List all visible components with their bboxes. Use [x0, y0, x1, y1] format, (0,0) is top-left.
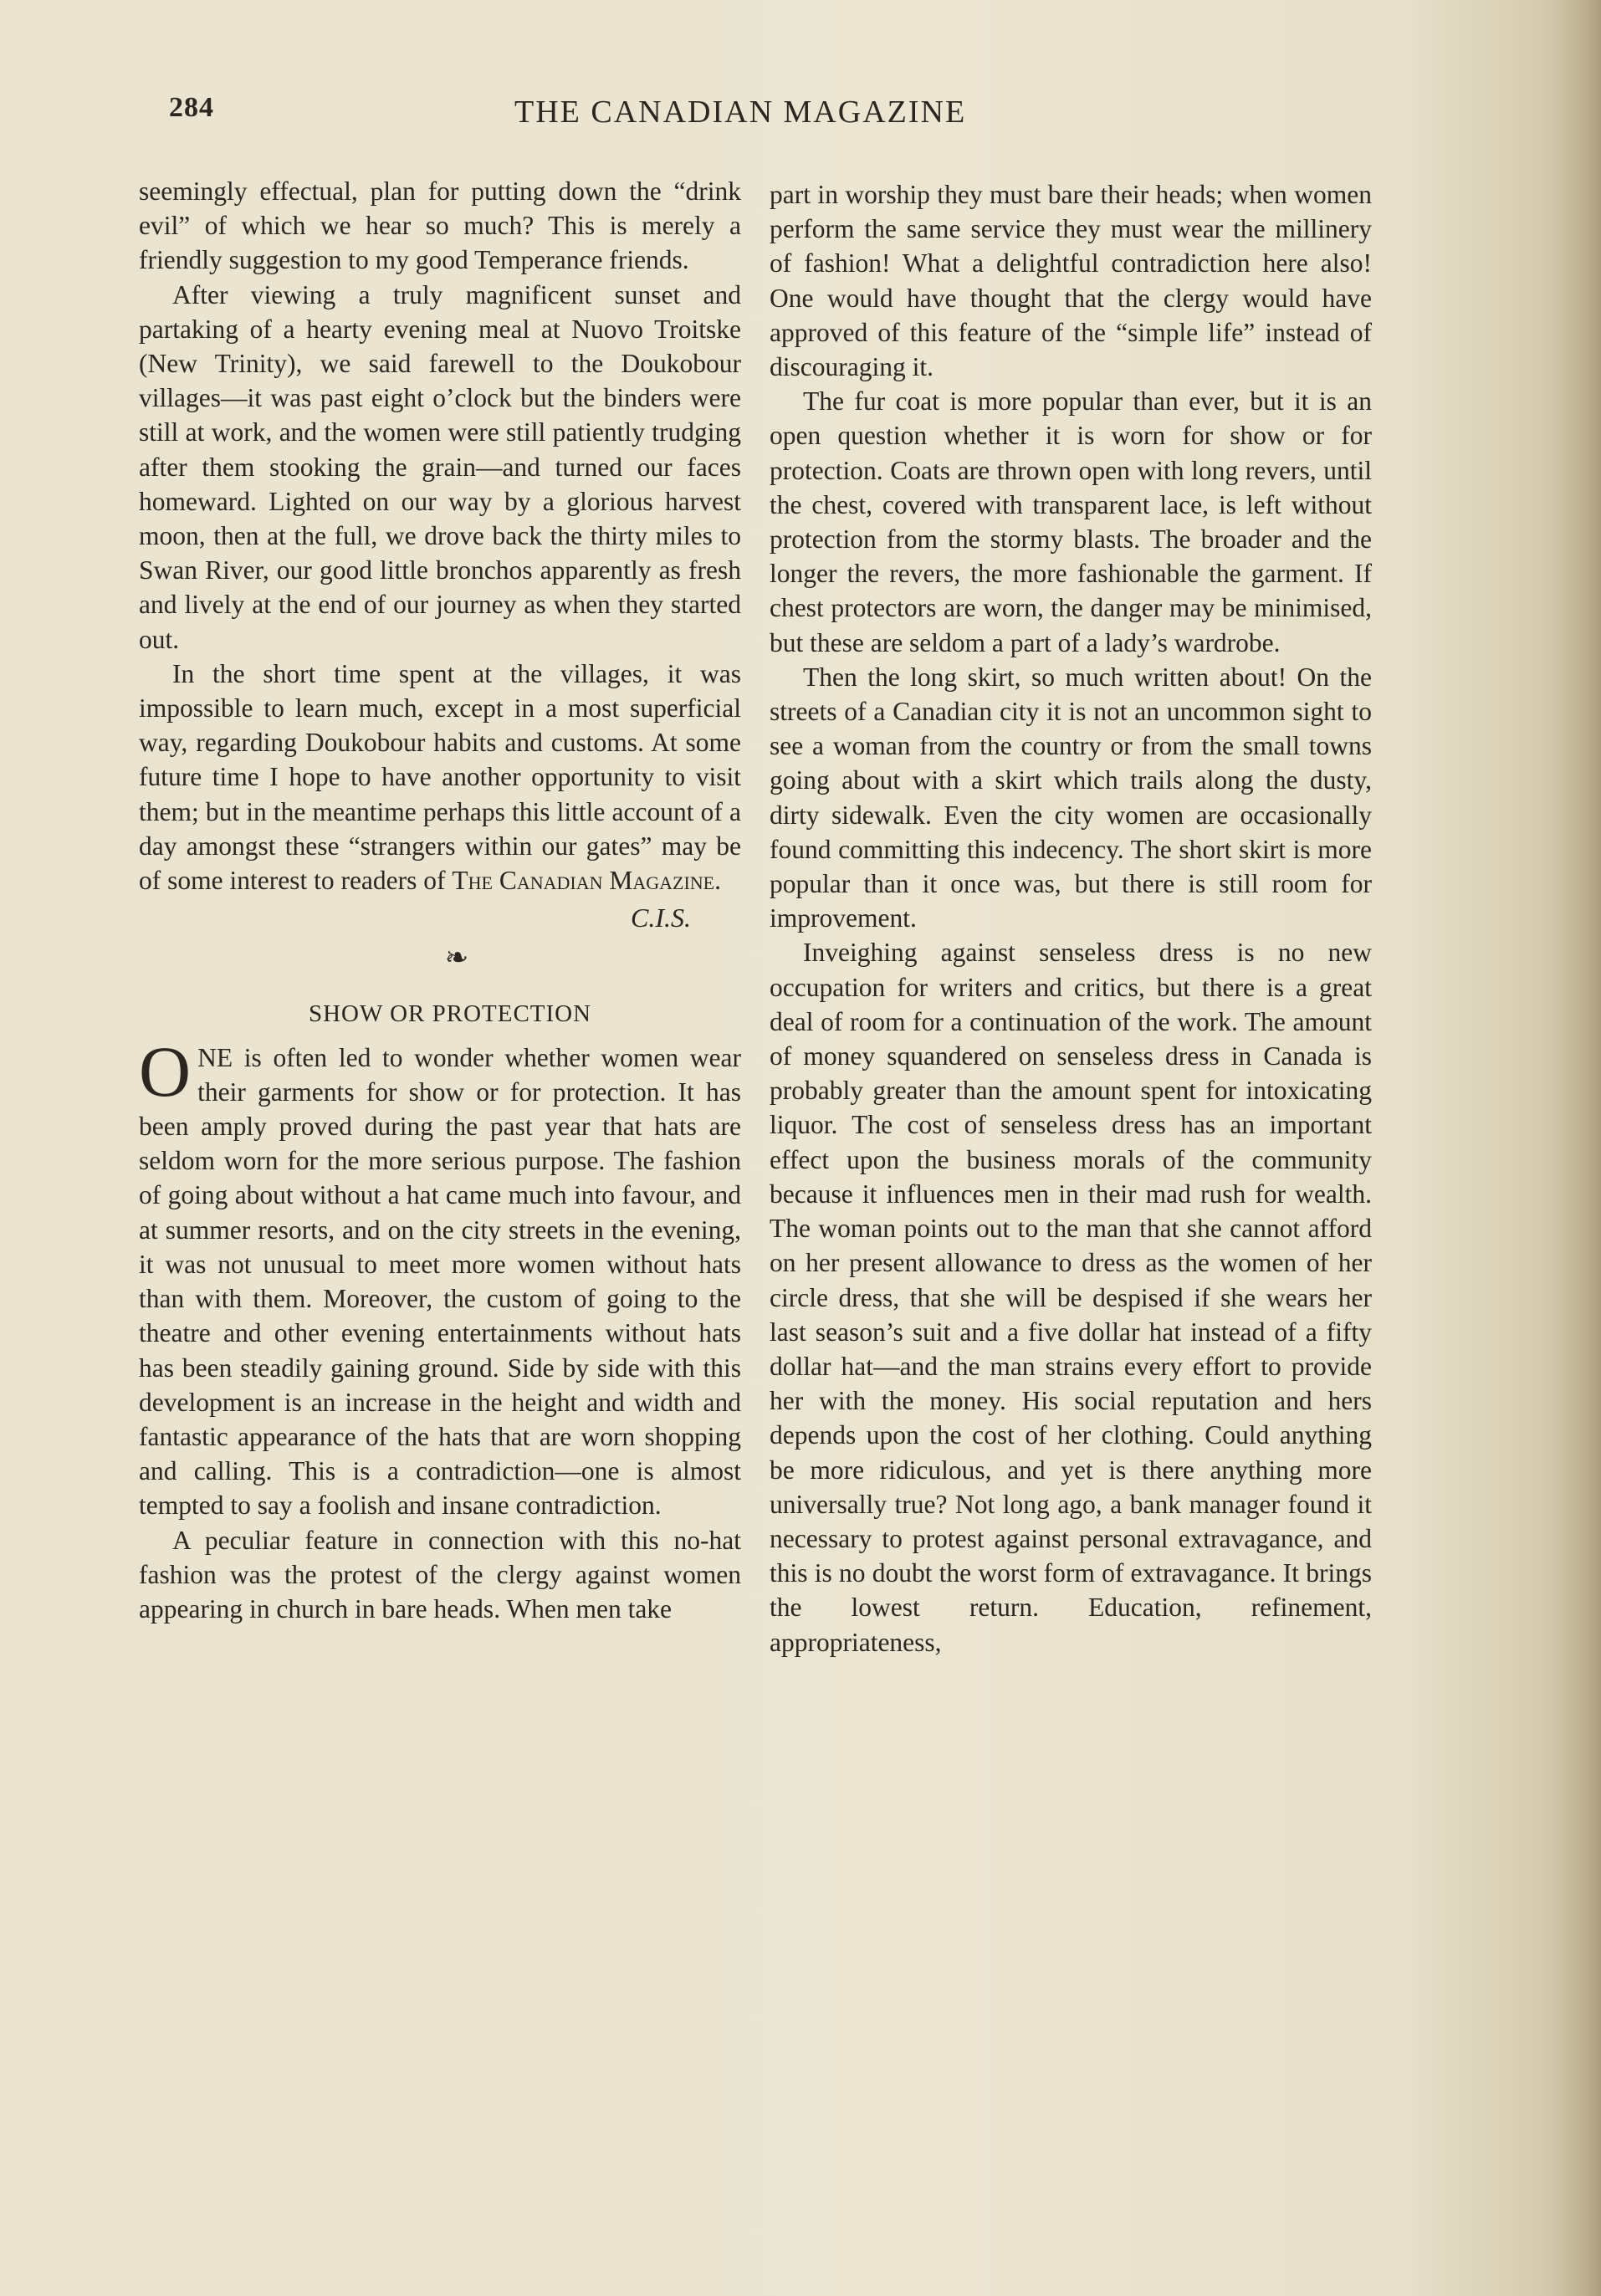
left-column — [139, 174, 741, 1626]
left-paragraph-3 — [139, 657, 741, 897]
magazine-name: The Canadian Magazine — [452, 866, 715, 896]
left-paragraph-2: After viewing a truly magnificent sunset and partaking of a hearty evening meal at Nuovo Troitske (New Trinity), we said farewell to the Doukobour villages—it was past eight o’clock but the binders were still at work, and the women were still patiently trudging after them stooking the grain—and turned our faces homeward. Lighted on our way by a glorious harvest moon, then at the full, we drove back the thirty miles to Swan River, our good little bronchos apparently as fresh and lively at the end of our journey as when they started out. — [139, 279, 741, 654]
right-paragraph-2: The fur coat is more popular than ever, but it is an open question whether it is worn for show or for protection. Coats are thrown open with long revers, until the chest, covered with transparent lace, is left without protection from the stormy blasts. The broader and the longer the revers, the more fashionable the garment. If chest protectors are worn, the danger may be minimised, but these are seldom a part of a lady’s wardrobe. — [770, 386, 1372, 657]
left-paragraph-3-end: . — [714, 866, 721, 896]
running-title: THE CANADIAN MAGAZINE — [514, 95, 967, 130]
author-signature: C.I.S. — [631, 903, 691, 933]
section-paragraph-1 — [139, 1030, 741, 1523]
page-number: 284 — [169, 92, 214, 123]
right-paragraph-3: Then the long skirt, so much written about! On the streets of a Canadian city it is not an uncommon sight to see a woman from the country or from the small towns going about with a skirt which trails along the dusty, dirty sidewalk. Even the city women are occasionally found committing this indecency. The short skirt is more popular than it once was, but there is still room for improvement. — [770, 662, 1372, 933]
right-paragraph-4: Inveighing against senseless dress is no new occupation for writers and critics, but there is a great deal of room for a continuation of the work. The amount of money squandered on senseless dress in Canada is probably greater than the amount spent for intoxicating liquor. The cost of senseless dress has an important effect upon the business morals of the community because it influences men in their mad rush for wealth. The woman points out to the man that she cannot afford on her present allowance to dress as the women of her circle dress, that she will be despised if she wears her last season’s suit and a five dollar hat instead of a fifty dollar hat—and the man strains every effort to provide her with the money. His social reputation and hers depends upon the cost of her clothing. Could anything be more ridiculous, and yet is there anything more universally true? Not long ago, a bank manager found it necessary to protest against personal extravagance, and this is no doubt the worst form of extravagance. It brings the lowest return. Education, refinement, appropriateness, — [770, 938, 1372, 1657]
section-ornament-icon: ❧ — [444, 943, 469, 974]
drop-cap: O — [139, 1030, 192, 1112]
section-paragraph-1-text: NE is often led to wonder whether women wear their garments for show or for protection. It has been amply proved during the past year that hats are seldom worn for the more serious purpose. The fashion of going about without a hat came much into favour, and at summer resorts, and on the city streets in the evening, it was not unusual to meet more women without hats than with them. Moreover, the custom of going to the theatre and other evening entertainments without hats has been steadily gaining ground. Side by side with this development is an increase in the height and width and fantastic appearance of the hats that are worn shopping and calling. This is a contradiction—one is almost tempted to say a foolish and insane contradiction. — [139, 1042, 741, 1521]
right-column — [770, 177, 1372, 1659]
page-gutter-shadow — [1551, 0, 1601, 2296]
left-paragraph-3-text: In the short time spent at the villages, it was impossible to learn much, except in a most superficial way, regarding Doukobour habits and customs. At some future time I hope to have another opportunity to visit them; but in the meantime perhaps this little account of a day amongst these “strangers within our gates” may be of some interest to readers of — [139, 658, 741, 896]
left-paragraph-1: seemingly effectual, plan for putting down the “drink evil” of which we hear so much? This is merely a friendly suggestion to my good Temperance friends. — [139, 176, 741, 275]
section-title: SHOW OR PROTECTION — [308, 1000, 592, 1028]
section-paragraph-2: A peculiar feature in connection with this no-hat fashion was the protest of the clergy against women appearing in church in bare heads. When men take — [139, 1525, 741, 1624]
right-paragraph-1: part in worship they must bare their heads; when women perform the same service they must wear the millinery of fashion! What a delightful contradiction here also! One would have thought that the clergy would have approved of this feature of the “simple life” instead of discouraging it. — [770, 180, 1372, 382]
